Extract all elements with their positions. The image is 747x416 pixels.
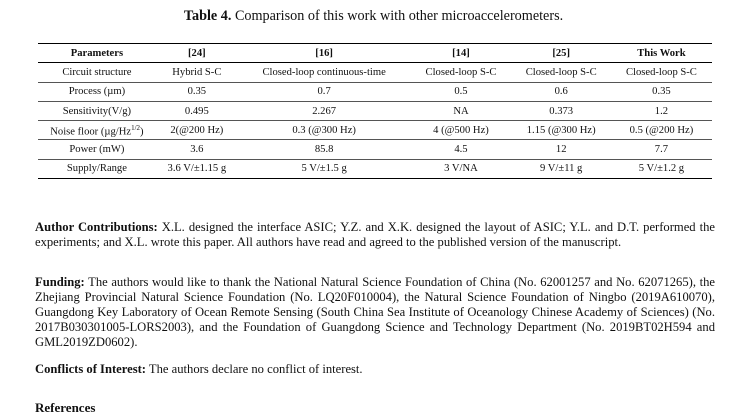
conflicts-heading: Conflicts of Interest: [35, 362, 146, 376]
table-cell: Hybrid S-C [156, 63, 238, 82]
table-cell: 0.35 [156, 82, 238, 101]
table-cell: 5 V/±1.2 g [611, 159, 712, 178]
table-caption-label: Table 4. [183, 8, 232, 24]
table-caption-text: Comparison of this work with other microaccelerometers. [234, 8, 564, 24]
table-cell: 1.2 [611, 101, 712, 120]
table-cell: Process (µm) [38, 82, 156, 101]
table-cell: 0.3 (@300 Hz) [238, 121, 411, 140]
table-cell: Closed-loop continuous-time [238, 63, 411, 82]
author-contributions-heading: Author Contributions: [35, 220, 158, 234]
table-row [38, 140, 712, 159]
table-row [38, 101, 712, 120]
table-cell: Closed-loop S-C [512, 63, 611, 82]
table-cell: Closed-loop S-C [410, 63, 511, 82]
table-cell: 5 V/±1.5 g [238, 159, 411, 178]
table-header-row [38, 44, 712, 63]
table-cell: Noise floor $(\mu g/Hz^{1/2})$ [38, 121, 156, 140]
table-cell: 0.6 [512, 82, 611, 101]
table-cell: 0.373 [512, 101, 611, 120]
table-cell: 4.5 [410, 140, 511, 159]
table-cell: Power (mW) [38, 140, 156, 159]
table-cell: 7.7 [611, 140, 712, 159]
table-cell: 4 (@500 Hz) [410, 121, 511, 140]
comparison-table [38, 43, 712, 179]
table-cell: Circuit structure [38, 63, 156, 82]
author-contributions-paragraph [35, 220, 715, 250]
table-cell: 85.8 [238, 140, 411, 159]
table-cell: 0.5 (@200 Hz) [611, 121, 712, 140]
table-row [38, 63, 712, 82]
header-ref-16: [16] [238, 44, 411, 63]
funding-text: The authors would like to thank the National Natural Science Foundation of China (No. 62001257 and No. 62071265), the Zhejiang Provincial Natural Science Foundation (No. LQ20F010004), the Natural Science Foundation of Ningbo (2019A610070), Guangdong Key Laboratory of Ocean Remote Sensing (South China Sea Institute of Oceanology Chinese Academy of Sciences) (No. 2017B030301005-LORS2003), and the Foundation of Guangdong Science and Technology Department (No. 2019BT02H594 and GML2019ZD0602). [35, 275, 715, 349]
table-cell: 3 V/NA [410, 159, 511, 178]
table-cell: 1.15 (@300 Hz) [512, 121, 611, 140]
table-row [38, 82, 712, 101]
header-ref-25: [25] [512, 44, 611, 63]
table-cell: 12 [512, 140, 611, 159]
header-ref-14: [14] [410, 44, 511, 63]
table-cell: 0.5 [410, 82, 511, 101]
exponent: 1/2 [131, 123, 141, 132]
header-ref-24: [24] [156, 44, 238, 63]
header-parameters: Parameters [38, 44, 156, 63]
table-cell: Closed-loop S-C [611, 63, 712, 82]
funding-paragraph [35, 275, 715, 350]
table-cell: 9 V/±11 g [512, 159, 611, 178]
table-cell: 3.6 V/±1.15 g [156, 159, 238, 178]
table-cell: 0.35 [611, 82, 712, 101]
table-cell: NA [410, 101, 511, 120]
references-heading: References [35, 400, 96, 415]
table-cell: 3.6 [156, 140, 238, 159]
conflicts-text: The authors declare no conflict of interest. [148, 362, 363, 376]
author-contributions-text: X.L. designed the interface ASIC; Y.Z. and X.K. designed the layout of ASIC; Y.L. and D.T. performed the experiments; and X.L. wrote this paper. All authors have read and agreed to the published version of the manuscript. [35, 220, 715, 249]
table-cell: Sensitivity(V/g) [38, 101, 156, 120]
table-cell: 0.495 [156, 101, 238, 120]
table-row [38, 121, 712, 140]
table-caption [0, 8, 747, 25]
table-row [38, 159, 712, 178]
table-cell: 2.267 [238, 101, 411, 120]
table-cell: Supply/Range [38, 159, 156, 178]
header-this-work: This Work [611, 44, 712, 63]
table-cell: 0.7 [238, 82, 411, 101]
table-cell: 2(@200 Hz) [156, 121, 238, 140]
conflicts-paragraph [35, 362, 715, 377]
funding-heading: Funding: [35, 275, 85, 289]
